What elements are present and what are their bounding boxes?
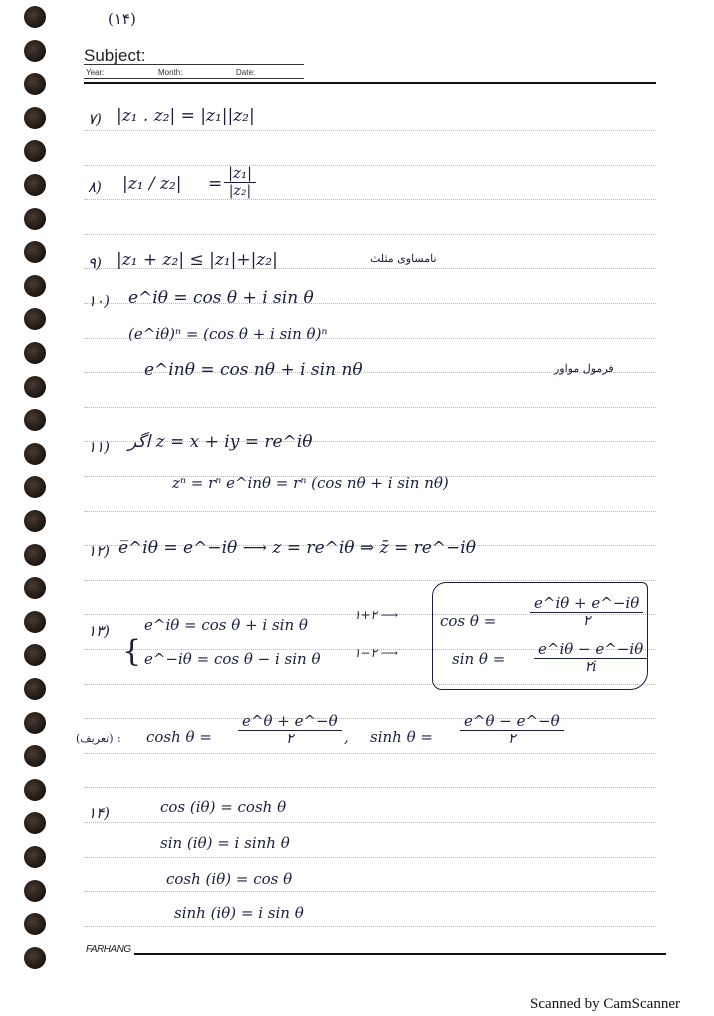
binding-hole <box>24 73 46 95</box>
ruled-line <box>84 580 656 581</box>
footer-rule <box>134 953 666 955</box>
sinh-numerator: e^θ − e^−θ <box>460 712 564 731</box>
box-sin-denominator: ۲i <box>584 659 597 675</box>
binding-hole <box>24 241 46 263</box>
ruled-line <box>84 926 656 927</box>
binding-hole <box>24 678 46 700</box>
binding-hole <box>24 812 46 834</box>
item-9-formula: |z₁ + z₂| ≤ |z₁|+|z₂| <box>116 250 278 270</box>
item-10-line-2: (e^iθ)ⁿ = (cos θ + i sin θ)ⁿ <box>128 325 328 343</box>
subject-rule <box>84 64 304 65</box>
item-13-number: ۱۳) <box>88 622 110 640</box>
binding-hole <box>24 376 46 398</box>
binding-hole <box>24 779 46 801</box>
binding-hole <box>24 880 46 902</box>
binding-hole <box>24 745 46 767</box>
binding-hole <box>24 208 46 230</box>
item-12-number: ۱۲) <box>88 542 110 560</box>
spiral-binding <box>22 6 52 986</box>
item-13-line-2: e^−iθ = cos θ − i sin θ <box>144 650 321 668</box>
sinh-denominator: ۲ <box>508 731 516 747</box>
item-11-number: ۱۱) <box>88 438 110 456</box>
ruled-line <box>84 857 656 858</box>
item-10-note: فرمول مواور <box>554 362 614 375</box>
item-9-number: ۹) <box>88 254 102 272</box>
item-13-line-1-tag: ۱+۲ ⟶ <box>354 608 398 622</box>
ruled-line <box>84 165 656 166</box>
box-cos-numerator: e^iθ + e^−iθ <box>530 594 643 613</box>
item-8-lhs: |z₁ / z₂| <box>122 174 182 194</box>
binding-hole <box>24 174 46 196</box>
item-10-line-1: e^iθ = cos θ + i sin θ <box>128 288 314 308</box>
binding-hole <box>24 107 46 129</box>
item-8-fraction <box>224 164 256 199</box>
header-rule <box>84 82 656 84</box>
binding-hole <box>24 40 46 62</box>
item-13-line-1: e^iθ = cos θ + i sin θ <box>144 616 308 634</box>
box-sin-numerator: e^iθ − e^−iθ <box>534 640 647 659</box>
item-10-number: ۱۰) <box>88 292 110 310</box>
box-cos-fraction <box>530 594 643 629</box>
item-13-line-2-tag: ۱−۲ ⟶ <box>354 646 398 660</box>
ruled-line <box>84 753 656 754</box>
year-label: Year: <box>86 68 105 77</box>
binding-hole <box>24 947 46 969</box>
binding-hole <box>24 913 46 935</box>
item-14-line-3: cosh (iθ) = cos θ <box>166 870 293 888</box>
binding-hole <box>24 846 46 868</box>
item-8-number: ۸) <box>88 178 102 196</box>
item-12-formula: e̅^iθ = e^−iθ ⟶ z = re^iθ ⇒ z̄ = re^−iθ <box>118 538 476 558</box>
subject-label: Subject: <box>84 46 146 65</box>
binding-hole <box>24 476 46 498</box>
ruled-line <box>84 822 656 823</box>
item-8-fraction-numerator: |z₁| <box>224 164 256 183</box>
binding-hole <box>24 611 46 633</box>
item-8-equals: = <box>208 174 223 194</box>
cosh-numerator: e^θ + e^−θ <box>238 712 342 731</box>
binding-hole <box>24 308 46 330</box>
box-cos-denominator: ۲ <box>582 613 591 629</box>
item-8-fraction-denominator: |z₂| <box>228 183 252 199</box>
box-cos-lhs: cos θ = <box>440 612 497 630</box>
binding-hole <box>24 342 46 364</box>
page-number: (۱۴) <box>108 10 136 28</box>
month-label: Month: <box>158 68 183 77</box>
binding-hole <box>24 275 46 297</box>
sinh-lhs: sinh θ = <box>370 728 433 746</box>
date-label: Date: <box>236 68 256 77</box>
ruled-line <box>84 787 656 788</box>
item-14-number: ۱۴) <box>88 804 110 822</box>
item-14-line-4: sinh (iθ) = i sin θ <box>174 904 304 922</box>
definition-label: (تعریف) : <box>76 732 121 745</box>
date-rule <box>84 78 304 79</box>
item-11-line-1: اگر z = x + iy = re^iθ <box>128 432 313 452</box>
box-sin-fraction <box>534 640 647 675</box>
item-7-number: ۷) <box>88 110 102 128</box>
definition-separator: , <box>344 728 349 746</box>
sinh-fraction <box>460 712 564 747</box>
item-10-line-3: e^inθ = cos nθ + i sin nθ <box>144 360 363 380</box>
camscanner-watermark: Scanned by CamScanner <box>530 996 680 1012</box>
item-11-line-2: zⁿ = rⁿ e^inθ = rⁿ (cos nθ + i sin nθ) <box>172 474 449 492</box>
ruled-line <box>84 199 656 200</box>
binding-hole <box>24 443 46 465</box>
binding-hole <box>24 644 46 666</box>
ruled-line <box>84 407 656 408</box>
ruled-line <box>84 718 656 719</box>
notebook-brand: FARHANG <box>86 944 131 955</box>
ruled-line <box>84 130 656 131</box>
ruled-line <box>84 234 656 235</box>
item-14-line-1: cos (iθ) = cosh θ <box>160 798 287 816</box>
binding-hole <box>24 140 46 162</box>
ruled-line <box>84 511 656 512</box>
binding-hole <box>24 544 46 566</box>
binding-hole <box>24 6 46 28</box>
cosh-lhs: cosh θ = <box>146 728 212 746</box>
ruled-line <box>84 891 656 892</box>
binding-hole <box>24 409 46 431</box>
item-13-brace: { <box>122 634 142 669</box>
item-9-note: نامساوی مثلث <box>370 252 437 265</box>
binding-hole <box>24 577 46 599</box>
item-14-line-2: sin (iθ) = i sinh θ <box>160 834 290 852</box>
binding-hole <box>24 712 46 734</box>
binding-hole <box>24 510 46 532</box>
cosh-fraction <box>238 712 342 747</box>
cosh-denominator: ۲ <box>286 731 294 747</box>
item-7-formula: |z₁ . z₂| = |z₁||z₂| <box>116 106 255 126</box>
box-sin-lhs: sin θ = <box>452 650 506 668</box>
